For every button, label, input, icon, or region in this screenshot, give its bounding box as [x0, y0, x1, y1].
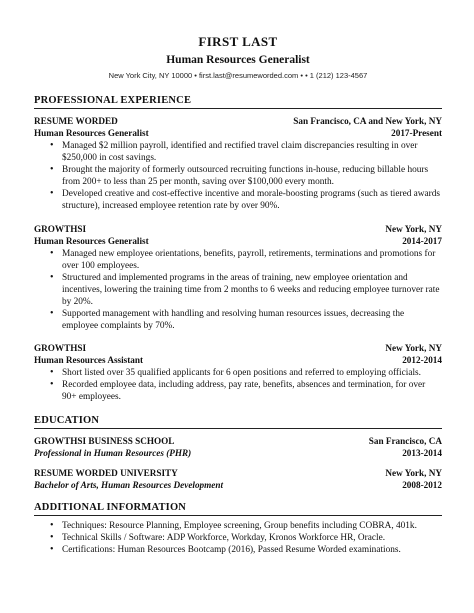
job-role: Human Resources Assistant — [34, 355, 144, 366]
additional-bullets — [34, 520, 442, 556]
bullet-item: • Developed creative and cost-effective incentive and morale-boosting programs (such as tiered awards structure), increased employee retention rate by over 90%. — [50, 188, 442, 212]
bullet-item: • Certifications: Human Resources Bootcamp (2016), Passed Resume Worded examinations. — [50, 544, 442, 556]
job-location: San Francisco, CA and New York, NY — [293, 116, 442, 126]
company-name: GROWTHSI — [34, 223, 87, 234]
job-bullets — [34, 367, 442, 403]
degree-row — [34, 447, 442, 459]
job-entry — [34, 115, 442, 213]
education-entry — [34, 435, 442, 459]
job-role: Human Resources Generalist — [34, 235, 149, 246]
degree-dates: 2008-2012 — [402, 479, 442, 490]
bullet-item: • Brought the majority of formerly outsourced recruiting functions in-house, reducing billable hours from 200+ to less than 25 per month, saving over $100,000 every month. — [50, 164, 442, 188]
job-role-row — [34, 127, 442, 139]
section-title-additional: ADDITIONAL INFORMATION — [34, 501, 442, 516]
bullet-item: • Structured and implemented programs in the areas of training, new employee orientation and incentives, lowering the training time from 2 months to 6 weeks and reducing employee turnover rate by 20%. — [50, 272, 442, 308]
job-location: New York, NY — [385, 223, 442, 234]
job-dates: 2014-2017 — [402, 235, 442, 246]
degree-name: Professional in Human Resources (PHR) — [34, 447, 192, 458]
education-entry — [34, 467, 442, 491]
job-header — [34, 223, 442, 235]
degree-dates: 2013-2014 — [402, 447, 442, 458]
job-header — [34, 115, 442, 127]
company-name: GROWTHSI — [34, 343, 87, 354]
company-name: RESUME WORDED — [34, 116, 118, 126]
contact-line: New York City, NY 10000 • first.last@resumeworded.com • • 1 (212) 123-4567 — [108, 71, 368, 80]
school-header — [34, 467, 442, 479]
job-location: New York, NY — [385, 343, 442, 354]
job-dates: 2017-Present — [391, 128, 442, 138]
job-role-row — [34, 235, 442, 247]
degree-row — [34, 479, 442, 491]
bullet-item: • Short listed over 35 qualified applicants for 6 open positions and referred to employing officials. — [50, 367, 442, 379]
section-title-experience: PROFESSIONAL EXPERIENCE — [34, 94, 442, 109]
candidate-title: Human Resources Generalist — [166, 54, 310, 66]
bullet-item: • Managed $2 million payroll, identified and rectified travel claim discrepancies resulting in over $250,000 in cost savings. — [50, 140, 442, 164]
job-bullets — [34, 140, 442, 213]
school-name: GROWTHSI BUSINESS SCHOOL — [34, 435, 175, 446]
school-header — [34, 435, 442, 447]
job-entry — [34, 223, 442, 333]
bullet-item: • Technical Skills / Software: ADP Workforce, Workday, Kronos Workforce HR, Oracle. — [50, 532, 442, 544]
job-dates: 2012-2014 — [402, 355, 442, 366]
school-name: RESUME WORDED UNIVERSITY — [34, 467, 178, 478]
school-location: San Francisco, CA — [368, 435, 442, 446]
section-title-education: EDUCATION — [34, 414, 442, 429]
bullet-item: • Recorded employee data, including address, pay rate, benefits, absences and termination, for over 90+ employees. — [50, 379, 442, 403]
candidate-name: FIRST LAST — [198, 34, 278, 49]
degree-name: Bachelor of Arts, Human Resources Development — [34, 479, 224, 490]
job-role: Human Resources Generalist — [34, 128, 149, 138]
job-header — [34, 342, 442, 354]
school-location: New York, NY — [385, 467, 442, 478]
bullet-item: • Supported management with handling and resolving human resources issues, decreasing the employee complaints by 70%. — [50, 308, 442, 332]
job-role-row — [34, 354, 442, 366]
job-entry — [34, 342, 442, 403]
job-bullets — [34, 248, 442, 333]
bullet-item: • Techniques: Resource Planning, Employee screening, Group benefits including COBRA, 401k. — [50, 520, 442, 532]
bullet-item: • Managed new employee orientations, benefits, payroll, retirements, terminations and promotions for over 100 employees. — [50, 248, 442, 272]
